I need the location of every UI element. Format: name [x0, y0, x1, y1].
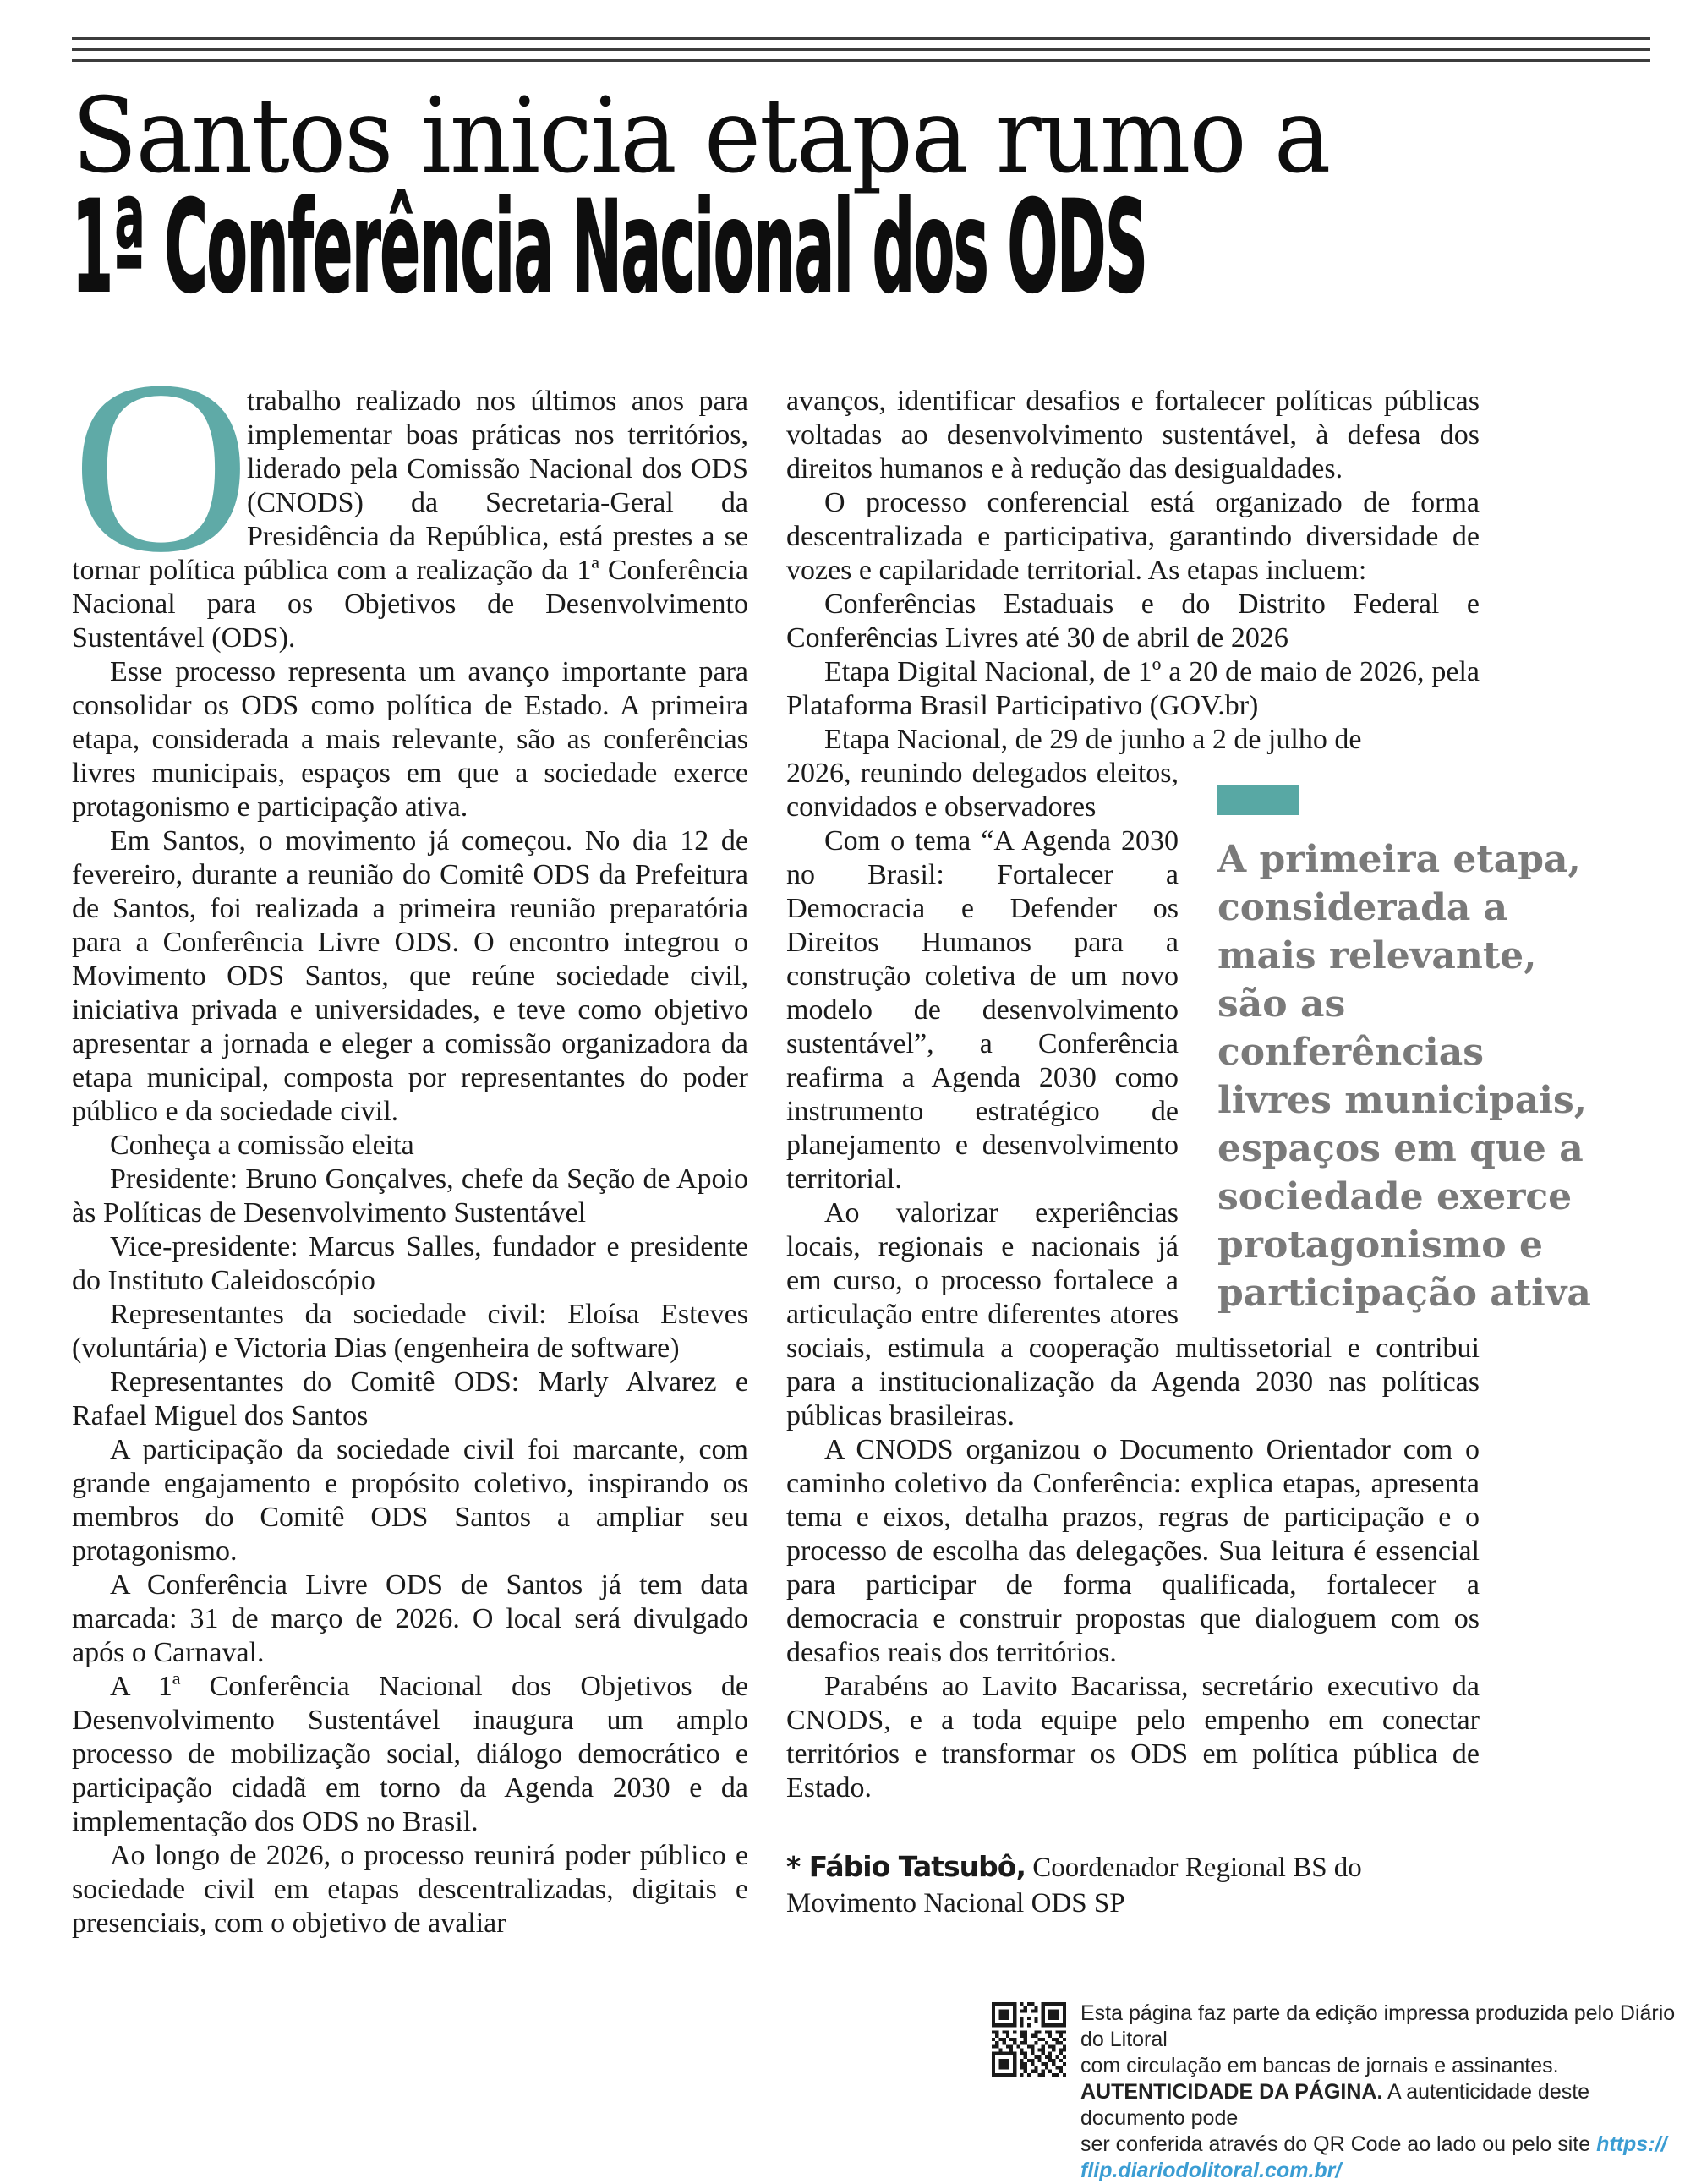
- article-left-column: [72, 331, 748, 1940]
- page-footer: [992, 2001, 1685, 2184]
- drop-cap: O: [72, 331, 250, 604]
- paragraph: Com o tema “A Agenda 2030 no Brasil: Fortalecer a Democracia e Defender os Direitos Humanos para a construção coletiva de um novo modelo de desenvolvimento sustentável”, a Conferência reafirma a Agenda 2030 como instrumento estratégico de planejamento e desenvolvimento territorial.: [786, 825, 1179, 1195]
- rule-line: [72, 48, 1650, 51]
- paragraph: Esse processo representa um avanço importante para consolidar os ODS como política de Estado. A primeira etapa, considerada a mais relevante, são as conferências livres municipais, espaços em que a sociedade exerce protagonismo e participação ativa.: [72, 656, 748, 823]
- paragraph: Representantes do Comitê ODS: Marly Alvarez e Rafael Miguel dos Santos: [72, 1366, 748, 1431]
- paragraph: O processo conferencial está organizado de forma descentralizada e participativa, garantindo diversidade de vozes e capilaridade territorial. As etapas incluem:: [786, 487, 1480, 586]
- footer-line-2: com circulação em bancas de jornais e assinantes.: [1080, 2054, 1559, 2077]
- footer-text: [1080, 2001, 1685, 2184]
- pull-quote-accent-bar: [1217, 785, 1299, 815]
- paragraph: Conferências Estaduais e do Distrito Federal e Conferências Livres até 30 de abril de 2026: [786, 588, 1480, 654]
- paragraph: Conheça a comissão eleita: [110, 1130, 414, 1161]
- rule-line: [72, 37, 1650, 40]
- paragraph: Representantes da sociedade civil: Eloísa Esteves (voluntária) e Victoria Dias (engenheira de software): [72, 1299, 748, 1364]
- byline-name: * Fábio Tatsubô,: [786, 1850, 1026, 1883]
- footer-line-4: ser conferida através do QR Code ao lado ou pelo site https:// flip.diariodolitoral.com.br/: [1080, 2132, 1667, 2182]
- qr-code-icon: [992, 2001, 1066, 2078]
- paragraph: Vice-presidente: Marcus Salles, fundador e presidente do Instituto Caleidoscópio: [72, 1231, 748, 1296]
- pull-quote: [1217, 785, 1606, 1317]
- paragraph: A CNODS organizou o Documento Orientador com o caminho coletivo da Conferência: explica etapas, apresenta tema e eixos, detalha prazos, regras de participação e o processo de escolha das delegações. Sua leitura é essencial para participar de forma qualificada, fortalecer a democracia e construir propostas que dialoguem com os desafios reais dos territórios.: [786, 1434, 1480, 1668]
- footer-site-link[interactable]: https:// flip.diariodolitoral.com.br/: [1080, 2132, 1667, 2182]
- byline-role: Coordenador Regional BS do Movimento Nacional ODS SP: [786, 1853, 1362, 1919]
- paragraph-text: Etapa Nacional, de 29 de junho a 2 de julho de: [824, 724, 1362, 755]
- paragraph: Em Santos, o movimento já começou. No dia 12 de fevereiro, durante a reunião do Comitê ODS da Prefeitura de Santos, foi realizada a primeira reunião preparatória para a Conferência Livre ODS. O encontro integrou o Movimento ODS Santos, que reúne sociedade civil, iniciativa privada e universidades, e teve como objetivo apresentar a jornada e eleger a comissão organizadora da etapa municipal, composta por representantes do poder público e da sociedade civil.: [72, 825, 748, 1127]
- footer-line-1: Esta página faz parte da edição impressa produzida pelo Diário do Litoral: [1080, 2001, 1676, 2051]
- headline-line-2: 1ª Conferência Nacional dos ODS: [72, 174, 1147, 321]
- paragraph-text: 2026, reunindo delegados eleitos, convidados e observadores: [786, 758, 1179, 823]
- paragraph: Ao valorizar experiências locais, regionais e nacionais já em curso, o processo fortalece a articulação entre diferentes atores sociais, estimula a cooperação multissetorial e contribui para a institucionalização da Agenda 2030 nas políticas públicas brasileiras.: [786, 1197, 1480, 1431]
- article-right-column: [786, 385, 1591, 1921]
- paragraph: avanços, identificar desafios e fortalecer políticas públicas voltadas ao desenvolvimento sustentável, à defesa dos direitos humanos e à redução das desigualdades.: [786, 386, 1480, 484]
- footer-line-3: AUTENTICIDADE DA PÁGINA. A autenticidade deste documento pode: [1080, 2080, 1590, 2130]
- rule-line: [72, 59, 1650, 62]
- footer-authenticity-label: AUTENTICIDADE DA PÁGINA.: [1080, 2080, 1383, 2104]
- paragraph-lead: [72, 331, 748, 655]
- paragraph: A 1ª Conferência Nacional dos Objetivos de Desenvolvimento Sustentável inaugura um amplo processo de mobilização social, diálogo democrático e participação cidadã em torno da Agenda 2030 e da implementação dos ODS no Brasil.: [72, 1671, 748, 1837]
- paragraph: A Conferência Livre ODS de Santos já tem data marcada: 31 de março de 2026. O local será divulgado após o Carnaval.: [72, 1569, 748, 1668]
- pull-quote-text: A primeira etapa, considerada a mais relevante, são as conferências livres municipais, espaços em que a sociedade exerce protagonismo e participação ativa: [1217, 838, 1591, 1315]
- masthead-rules: [72, 37, 1650, 70]
- paragraph: Etapa Digital Nacional, de 1º a 20 de maio de 2026, pela Plataforma Brasil Participativo (GOV.br): [786, 656, 1480, 721]
- paragraph: Presidente: Bruno Gonçalves, chefe da Seção de Apoio às Políticas de Desenvolvimento Sustentável: [72, 1163, 748, 1229]
- paragraph: Parabéns ao Lavito Bacarissa, secretário executivo da CNODS, e a toda equipe pelo empenho em conectar territórios e transformar os ODS em política pública de Estado.: [786, 1671, 1480, 1804]
- paragraph: A participação da sociedade civil foi marcante, com grande engajamento e propósito coletivo, inspirando os membros do Comitê ODS Santos a ampliar seu protagonismo.: [72, 1434, 748, 1567]
- byline: [786, 1849, 1480, 1921]
- paragraph-text: trabalho realizado nos últimos anos para implementar boas práticas nos territórios, liderado pela Comissão Nacional dos ODS (CNODS) da Secretaria-Geral da Presidência da República, está prestes a se tornar política pública com a realização da 1ª Conferência Nacional para os Objetivos de Desenvolvimento Sustentável (ODS).: [72, 386, 748, 654]
- headline-line-1: Santos inicia etapa rumo a: [72, 76, 1330, 197]
- paragraph: Ao longo de 2026, o processo reunirá poder público e sociedade civil em etapas descentralizadas, digitais e presenciais, com o objetivo de avaliar: [72, 1840, 748, 1939]
